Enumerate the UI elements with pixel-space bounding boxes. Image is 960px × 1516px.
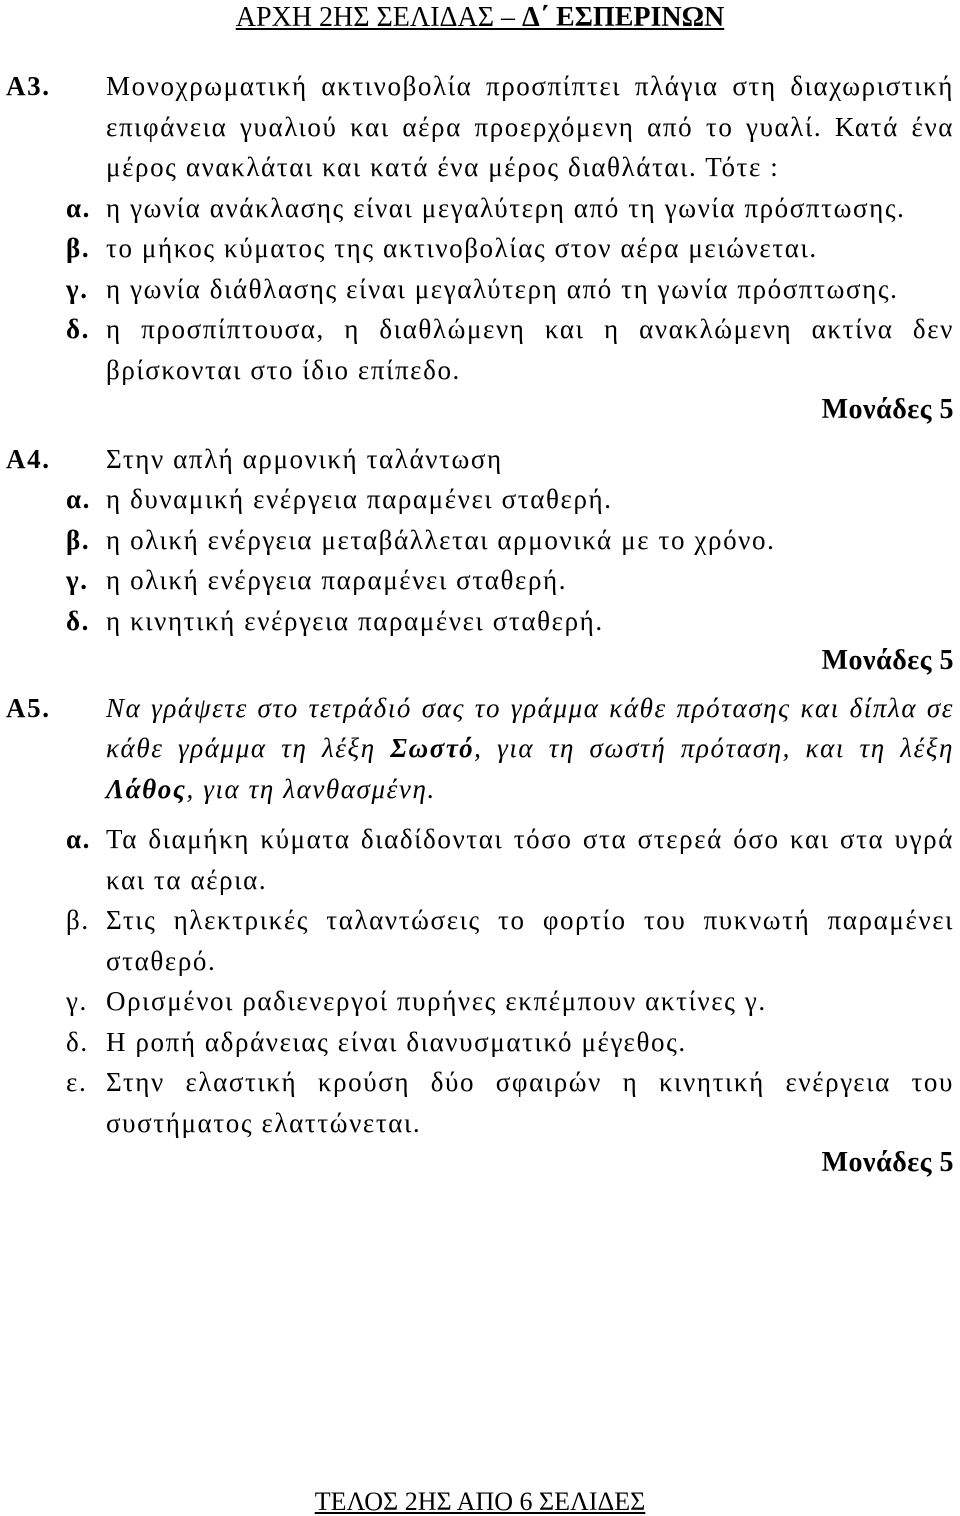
a5-marks: Μονάδες 5 — [821, 1147, 954, 1178]
question-a4-number: Α4. — [6, 443, 51, 474]
option-text: Τα διαμήκη κύματα διαδίδονται τόσο στα στερεά όσο και στα υγρά και τα αέρια. — [106, 824, 954, 895]
option-label: δ. — [66, 605, 90, 636]
question-a5-stem-1: Να γράψετε στο τετράδιό σας το γράμμα κάθε πρότασης και δίπλα σε κάθε γράμμα τη λέξη — [106, 692, 954, 763]
a3-option-c — [6, 269, 954, 310]
word-correct: Σωστό — [390, 733, 475, 763]
header-prefix: ΑΡΧΗ 2ΗΣ ΣΕΛΙΔΑΣ – — [235, 2, 523, 33]
question-a3-stem: Μονοχρωματική ακτινοβολία προσπίπτει πλάγια στη διαχωριστική επιφάνεια γυαλιού και αέρα προερχόμενη από το γυαλί. Κατά ένα μέρος ανακλάται και κατά ένα μέρος διαθλάται. Τότε : — [106, 71, 954, 182]
option-label: δ. — [66, 1026, 89, 1057]
a3-option-d — [6, 309, 954, 390]
option-text: η ολική ενέργεια παραμένει σταθερή. — [106, 565, 568, 595]
exam-content — [6, 66, 954, 1184]
option-label: α. — [66, 192, 92, 223]
option-label: β. — [66, 233, 91, 263]
option-label: δ. — [66, 314, 90, 344]
option-text: Στην ελαστική κρούση δύο σφαιρών η κινητική ενέργεια του συστήματος ελαττώνεται. — [106, 1067, 954, 1138]
a4-option-d — [6, 601, 954, 642]
page-header — [0, 0, 960, 40]
a5-option-c — [6, 981, 954, 1022]
option-label: γ. — [66, 273, 89, 304]
page-footer: ΤΕΛΟΣ 2ΗΣ ΑΠΟ 6 ΣΕΛΙΔΕΣ — [314, 1487, 646, 1516]
question-a3 — [6, 66, 954, 188]
option-label: α. — [66, 824, 92, 854]
a4-option-a — [6, 479, 954, 520]
a5-option-d — [6, 1022, 954, 1063]
a3-option-a — [6, 188, 954, 229]
question-a3-number: Α3. — [6, 71, 51, 101]
option-text: η κινητική ενέργεια παραμένει σταθερή. — [106, 605, 604, 636]
question-a5-number: Α5. — [6, 692, 51, 723]
question-a5 — [6, 688, 954, 810]
option-text: η ολική ενέργεια μεταβάλλεται αρμονικά με το χρόνο. — [106, 524, 776, 555]
a3-option-b — [6, 228, 954, 269]
a5-option-e — [6, 1062, 954, 1143]
option-text: η γωνία διάθλασης είναι μεγαλύτερη από τη γωνία πρόσπτωσης. — [106, 273, 899, 304]
option-label: γ. — [66, 986, 88, 1016]
option-text: Στις ηλεκτρικές ταλαντώσεις το φορτίο του πυκνωτή παραμένει σταθερό. — [106, 905, 954, 976]
option-text: Η ροπή αδράνειας είναι διανυσματικό μέγεθος. — [106, 1026, 687, 1057]
option-label: γ. — [66, 565, 89, 595]
question-a4-stem: Στην απλή αρμονική ταλάντωση — [106, 443, 503, 474]
option-label: β. — [66, 905, 90, 935]
question-a5-stem-2: , για τη σωστή πρόταση, και τη λέξη — [474, 733, 954, 763]
option-label: α. — [66, 484, 92, 514]
a4-option-c — [6, 560, 954, 601]
header-highlight: Δ΄ ΕΣΠΕΡΙΝΩΝ — [522, 2, 725, 33]
a4-option-b — [6, 520, 954, 561]
option-text: η δυναμική ενέργεια παραμένει σταθερή. — [106, 484, 613, 514]
option-label: ε. — [66, 1067, 88, 1097]
a4-marks: Μονάδες 5 — [821, 645, 954, 676]
question-a5-stem-3: , για τη λανθασμένη. — [186, 773, 436, 804]
a5-option-b — [6, 900, 954, 981]
option-text: Ορισμένοι ραδιενεργοί πυρήνες εκπέμπουν ακτίνες γ. — [106, 986, 767, 1016]
option-label: β. — [66, 524, 91, 555]
option-text: το μήκος κύματος της ακτινοβολίας στον αέρα μειώνεται. — [106, 233, 818, 263]
a5-option-a — [6, 819, 954, 900]
word-wrong: Λάθος — [106, 773, 187, 804]
option-text: η γωνία ανάκλασης είναι μεγαλύτερη από τη γωνία πρόσπτωσης. — [106, 192, 906, 223]
question-a4 — [6, 439, 954, 480]
option-text: η προσπίπτουσα, η διαθλώμενη και η ανακλώμενη ακτίνα δεν βρίσκονται στο ίδιο επίπεδο. — [106, 314, 954, 385]
a3-marks: Μονάδες 5 — [821, 394, 954, 425]
